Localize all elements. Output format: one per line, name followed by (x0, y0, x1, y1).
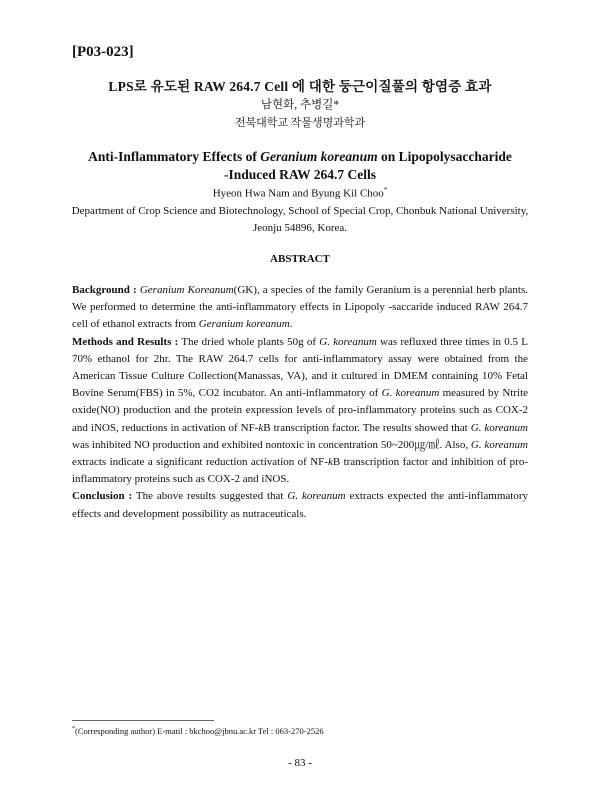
english-authors-names: Hyeon Hwa Nam and Byung Kil Choo (212, 187, 384, 200)
background-label: Background : (72, 284, 137, 296)
background-paragraph (72, 282, 528, 334)
methods-label: Methods and Results : (72, 335, 179, 348)
conclusion-paragraph (72, 488, 528, 522)
species-name: G. koreanum (319, 335, 377, 348)
methods-paragraph (72, 334, 528, 489)
species-name: G. koreanum (381, 387, 440, 400)
english-affiliation: Department of Crop Science and Biotechnology, School of Special Crop, Chonbuk National University, Jeonju 54896, Korea. (71, 205, 529, 234)
methods-text: extracts indicate a significant reduction activation of NF- (72, 456, 328, 469)
conclusion-text: The above results suggested that (132, 490, 288, 503)
conclusion-text: extracts expected the anti-inflammatory effects and development possibility as nutraceuticals. (72, 490, 528, 520)
english-title-species: Geranium koreanum (260, 149, 378, 164)
conclusion-label: Conclusion : (72, 490, 133, 503)
korean-affiliation: 전북대학교 작물생명과학과 (234, 117, 366, 129)
corresponding-author-mark: * (383, 186, 388, 194)
abstract-body (72, 282, 528, 523)
species-name: Geranium koreanum (198, 318, 290, 331)
methods-text: was refluxed three times in 0.5 L 70% ethanol for 2hr. The RAW 264.7 cells for anti-inflammatory assay were obtained from the American Tissue Culture Collection(Manassas, VA), and it cultured in DMEM containing 10% Fetal Bovine Serum(FBS) in 5%, CO2 incubator. An anti-inflammatory of (72, 335, 528, 400)
background-text: . (289, 318, 293, 331)
english-title-part-a: Anti-Inflammatory Effects of (88, 149, 261, 164)
methods-text: B transcription factor and inhibition of pro-inflammatory proteins such as COX-2 and iNOS. (72, 456, 528, 486)
species-name: Geranium Koreanum (139, 284, 234, 296)
english-title-line1 (60, 149, 540, 165)
korean-title: LPS로 유도된 RAW 264.7 Cell 에 대한 둥근이질풀의 항염증 효과 (108, 79, 492, 94)
species-name: G. koreanum (470, 421, 528, 434)
kappa-letter: k (258, 421, 264, 434)
species-name: G. koreanum (287, 490, 346, 503)
footnote-divider (72, 720, 214, 721)
methods-text: B transcription factor. The results showed that (263, 421, 471, 434)
english-title-line2: -Induced RAW 264.7 Cells (223, 167, 377, 182)
methods-text: The dried whole plants 50g of (178, 335, 320, 348)
background-text: (GK), a species of the family Geranium is a perennial herb plants. We performed to determine the anti-inflammatory effects in Lipopoly -saccaride induced RAW 264.7 cell of ethanol extracts from (72, 284, 529, 331)
korean-authors: 남현화, 추병길* (260, 99, 340, 111)
page-number: - 83 - (288, 757, 312, 769)
footnote-text: (Corresponding author) E-matil : bkchoo@jbnu.ac.kr Tel : 063-270-2526 (75, 726, 324, 736)
abstract-heading: ABSTRACT (270, 253, 330, 265)
methods-text: measured by Ntrite oxide(NO) production and the protein expression levels of pro-inflammatory proteins such as COX-2 and iNOS, reductions in activation of NF- (72, 387, 529, 434)
species-name: G. koreanum (470, 438, 528, 451)
english-authors (60, 186, 540, 200)
abstract-code: [P03-023] (72, 44, 134, 60)
footnote-mark: * (72, 726, 75, 733)
footnote (72, 726, 324, 736)
methods-text: was inhibited NO production and exhibited nontoxic in concentration 50~200㎍/㎖. Also, (72, 438, 471, 451)
kappa-letter: k (327, 456, 333, 469)
english-title-part-b: on Lipopolysaccharide (377, 149, 512, 164)
